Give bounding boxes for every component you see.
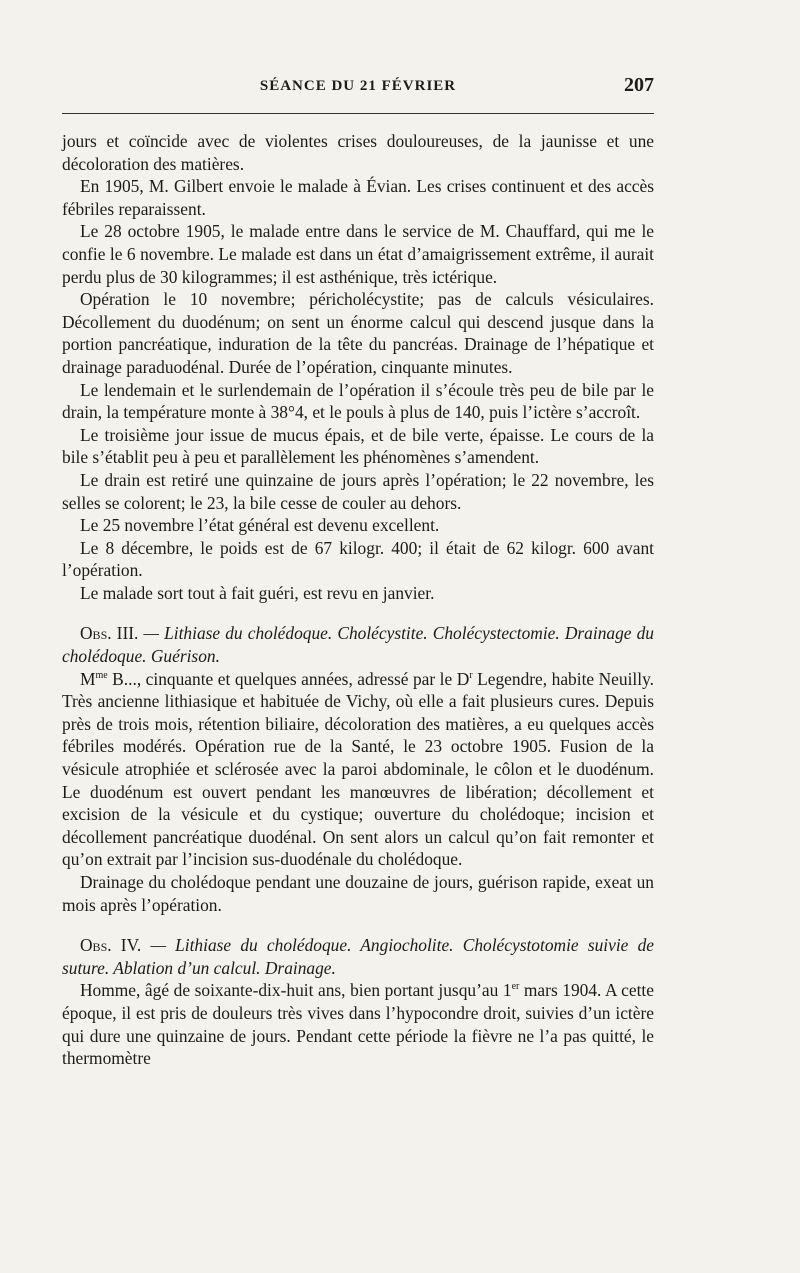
- header-rule: [62, 113, 654, 114]
- paragraph: En 1905, M. Gilbert envoie le malade à Évian. Les crises continuent et des accès fébriles reparaissent.: [62, 176, 654, 219]
- obs3-paragraph: Drainage du cholédoque pendant une douzaine de jours, guérison rapide, exeat un mois après l’opération.: [62, 872, 654, 915]
- obs4-number: Obs. IV.: [80, 935, 142, 956]
- paragraph: Le drain est retiré une quinzaine de jours après l’opération; le 22 novembre, les selles se colorent; le 23, la bile cesse de couler au dehors.: [62, 469, 654, 513]
- page-body: [62, 130, 654, 1070]
- superscript: r: [469, 669, 473, 681]
- obs3-title: — Lithiase du cholédoque. Cholécystite. Cholécystectomie. Drainage du cholédoque. Guérison.: [62, 623, 655, 667]
- running-title: SÉANCE DU 21 FÉVRIER: [259, 78, 457, 94]
- paragraph: Le malade sort tout à fait guéri, est revu en janvier.: [80, 582, 435, 603]
- obs4-text: Homme, âgé de soixante-dix-huit ans, bien portant jusqu’au 1: [80, 980, 512, 1001]
- paragraph: Opération le 10 novembre; péricholécystite; pas de calculs vésiculaires. Décollement du duodénum; on sent un énorme calcul qui descend jusque dans la portion pancréatique, induration de la tête du pancréas. Drainage de l’hépatique et drainage paraduodénal. Durée de l’opération, cinquante minutes.: [62, 289, 654, 377]
- paragraph: Le 28 octobre 1905, le malade entre dans le service de M. Chauffard, qui me le confie le 6 novembre. Le malade est dans un état d’amaigrissement extrême, il aurait perdu plus de 30 kilogrammes; il est asthénique, très ictérique.: [62, 221, 654, 287]
- paragraph: Le 25 novembre l’état général est devenu excellent.: [80, 515, 440, 536]
- superscript: er: [511, 981, 520, 993]
- obs4-paragraph: [62, 979, 654, 1069]
- obs4-title: — Lithiase du cholédoque. Angiocholite. Cholécystotomie suivie de suture. Ablation d’un calcul. Drainage.: [62, 935, 654, 978]
- paragraph: Le lendemain et le surlendemain de l’opération il s’écoule très peu de bile par le drain, la température monte à 38°4, et le pouls à plus de 140, puis l’ictère s’accroît.: [62, 379, 654, 423]
- obs3-text: Legendre, habite Neuilly. Très ancienne lithiasique et habituée de Vichy, où elle a fait plusieurs cures. Depuis près de trois mois, rétention biliaire, décoloration des matières, a eu quelques accès fébriles modérés. Opération rue de la Santé, le 23 octobre 1905. Fusion de la vésicule atrophiée et sclérosée avec la paroi abdominale, le côlon et le duodénum. Le duodénum est ouvert pendant les manœuvres de libération; décollement et excision de la vésicule et du cystique; ouverture du cholédoque; incision et décollement pancréatique duodénal. On sent alors un calcul qu’on fait remonter et qu’on extrait par l’incision sus-duodénale du cholédoque.: [62, 668, 654, 870]
- page-number: 207: [624, 74, 654, 96]
- obs3-text: B..., cinquante et quelques années, adressé par le D: [107, 668, 470, 689]
- obs4-text: mars 1904. A cette époque, il est pris de douleurs très vives dans l’hypocondre droit, suivies d’un ictère qui dure une quinzaine de jours. Pendant cette période la fièvre ne l’a pas quitté, le thermomètre: [62, 980, 654, 1069]
- obs3-text: M: [80, 668, 96, 689]
- obs4-heading: [62, 934, 654, 979]
- paragraph: Le troisième jour issue de mucus épais, et de bile verte, épaisse. Le cours de la bile s’établit peu à peu et parallèlement les phénomènes s’amendent.: [62, 424, 654, 468]
- paragraph: jours et coïncide avec de violentes crises douloureuses, de la jaunisse et une décoloration des matières.: [62, 131, 654, 174]
- running-header: [62, 74, 654, 98]
- superscript: me: [95, 669, 108, 681]
- obs3-paragraph: [62, 668, 654, 871]
- obs3-number: Obs. III.: [80, 623, 139, 644]
- paragraph: Le 8 décembre, le poids est de 67 kilogr. 400; il était de 62 kilogr. 600 avant l’opération.: [62, 537, 654, 581]
- obs3-heading: [62, 622, 654, 667]
